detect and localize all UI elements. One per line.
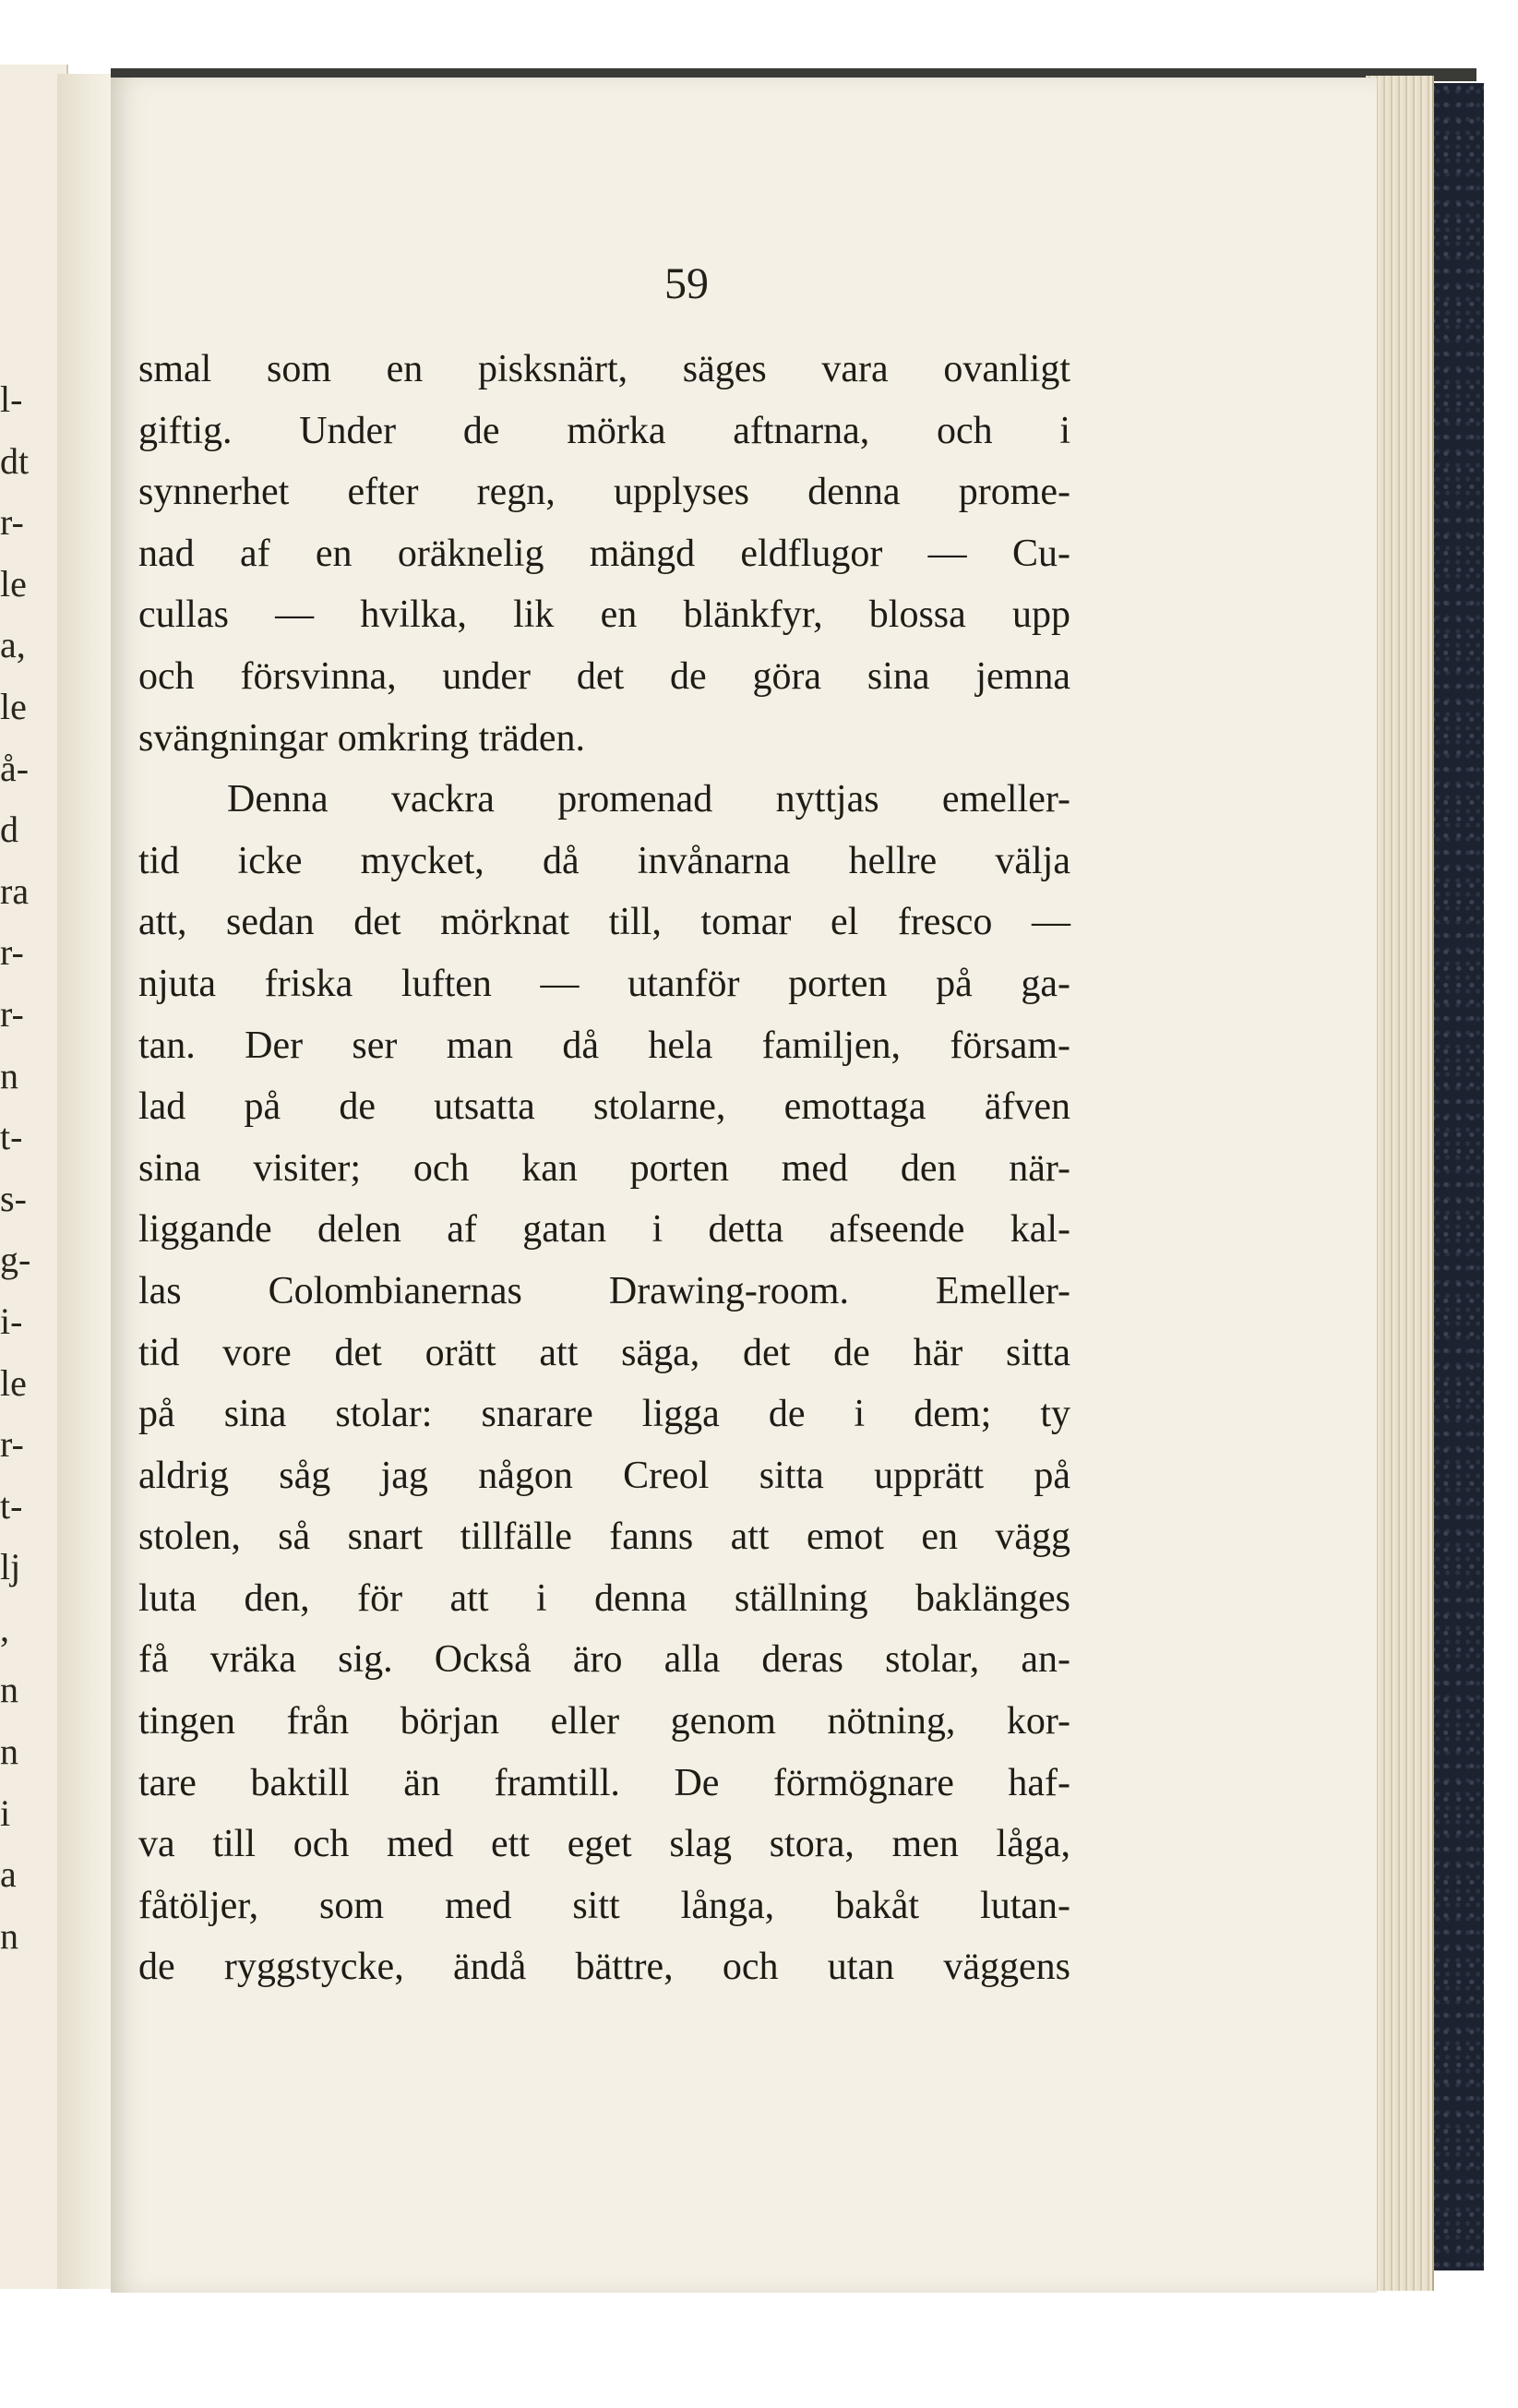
text-line: las Colombianernas Drawing-room. Emeller- xyxy=(138,1269,1070,1312)
text-line: tare baktill än framtill. De förmögnare haf- xyxy=(138,1761,1070,1804)
left-fragment: t- xyxy=(0,1484,23,1527)
left-fragment: r- xyxy=(0,931,24,974)
left-fragment: r- xyxy=(0,501,24,544)
text-line: på sina stolar: snarare ligga de i dem; ty xyxy=(138,1393,1070,1436)
text-line: nad af en oräknelig mängd eldflugor — Cu- xyxy=(138,532,1070,575)
left-fragment: n xyxy=(0,1914,18,1957)
page-number: 59 xyxy=(664,259,709,308)
left-fragment: r- xyxy=(0,992,24,1035)
left-page-text-fragments xyxy=(0,369,37,1967)
left-fragment: n xyxy=(0,1054,18,1096)
left-fragment: n xyxy=(0,1669,18,1711)
text-line: och försvinna, under det de göra sina jemna xyxy=(138,654,1070,698)
left-fragment: lj xyxy=(0,1546,21,1588)
left-fragment: l- xyxy=(0,378,23,420)
left-fragment: i- xyxy=(0,1300,23,1342)
left-fragment: d xyxy=(0,809,18,851)
left-fragment: le xyxy=(0,1361,27,1404)
text-line: liggande delen af gatan i detta afseende kal- xyxy=(138,1208,1070,1252)
text-line: cullas — hvilka, lik en blänkfyr, blossa upp xyxy=(138,593,1070,637)
gutter-shadow xyxy=(57,74,113,2289)
text-line: giftig. Under de mörka aftnarna, och i xyxy=(138,409,1070,452)
page-59 xyxy=(111,78,1377,2293)
text-line: lad på de utsatta stolarne, emottaga äfven xyxy=(138,1085,1070,1129)
left-fragment: ra xyxy=(0,869,30,912)
text-line: tingen från början eller genom nötning, kor- xyxy=(138,1700,1070,1743)
text-line: sina visiter; och kan porten med den när- xyxy=(138,1146,1070,1190)
text-line: smal som en pisksnärt, säges vara ovanligt xyxy=(138,348,1070,390)
text-line: tid vore det orätt att säga, det de här sitta xyxy=(138,1331,1070,1374)
text-line: luta den, för att i denna ställning baklänges xyxy=(138,1576,1070,1620)
text-line: Denna vackra promenad nyttjas emeller- xyxy=(227,778,1070,821)
left-fragment: le xyxy=(0,685,27,727)
left-fragment: a, xyxy=(0,624,26,666)
left-fragment: r- xyxy=(0,1423,24,1466)
left-fragment: s- xyxy=(0,1177,27,1219)
text-line: aldrig såg jag någon Creol sitta upprätt på xyxy=(138,1454,1070,1497)
left-fragment: le xyxy=(0,562,27,605)
text-line: synnerhet efter regn, upplyses denna prome- xyxy=(138,471,1070,514)
text-line: fåtöljer, som med sitt långa, bakåt lutan- xyxy=(138,1884,1070,1927)
left-fragment: a xyxy=(0,1853,17,1896)
left-fragment: dt xyxy=(0,439,30,482)
text-line: tid icke mycket, då invånarna hellre välja xyxy=(138,839,1070,882)
text-line: att, sedan det mörknat till, tomar el fresco — xyxy=(138,901,1070,944)
text-line: de ryggstycke, ändå bättre, och utan väggens xyxy=(138,1946,1070,1989)
text-line: njuta friska luften — utanför porten på ga- xyxy=(138,962,1070,1005)
text-line: få vräka sig. Också äro alla deras stolar, an- xyxy=(138,1638,1070,1682)
text-line: svängningar omkring träden. xyxy=(138,716,586,760)
text-line: va till och med ett eget slag stora, men låga, xyxy=(138,1823,1070,1866)
body-text xyxy=(138,339,1070,1998)
text-line: tan. Der ser man då hela familjen, försam- xyxy=(138,1024,1070,1067)
left-fragment: t- xyxy=(0,1116,23,1158)
left-fragment: g- xyxy=(0,1239,31,1281)
left-fragment: å- xyxy=(0,747,30,789)
left-fragment: , xyxy=(0,1607,9,1649)
left-fragment: n xyxy=(0,1731,18,1773)
text-line: stolen, så snart tillfälle fanns att emot en vägg xyxy=(138,1515,1070,1559)
left-fragment: i xyxy=(0,1791,11,1834)
book-cover-board xyxy=(1428,83,1484,2270)
